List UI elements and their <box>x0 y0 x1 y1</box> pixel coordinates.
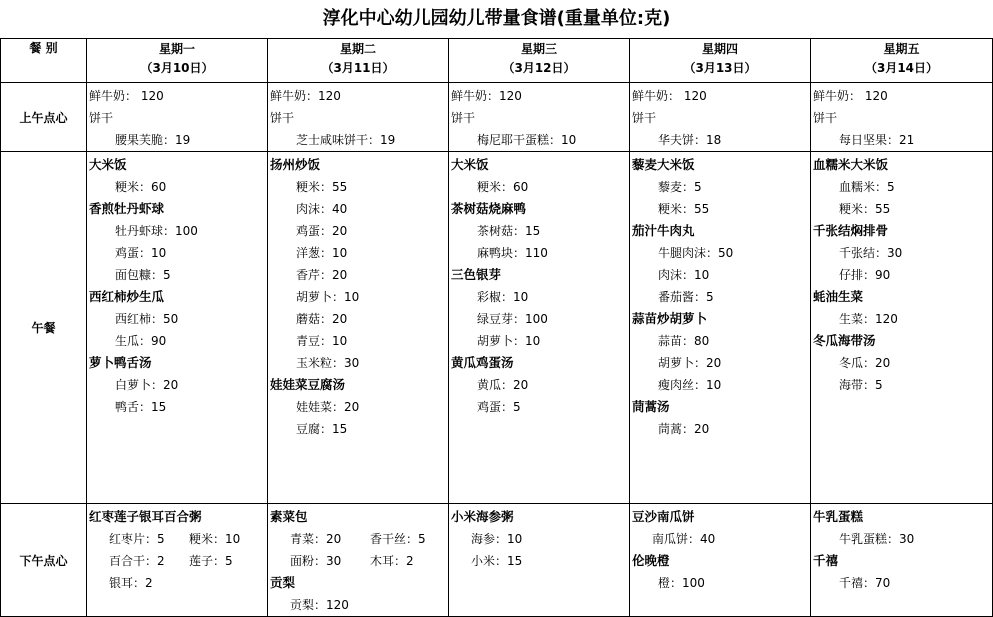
menu-line: 华夫饼：18 <box>658 133 722 147</box>
ingredient: 生瓜：90 <box>115 334 167 348</box>
lunch-cell-fri <box>811 152 993 504</box>
dish-name: 素菜包 <box>270 509 308 524</box>
ingredient: 玉米粒：30 <box>296 356 360 370</box>
ingredient: 鸡蛋：10 <box>115 246 167 260</box>
day-date: （3月12日） <box>502 61 576 75</box>
ingredient: 牛腿肉沫：50 <box>658 246 734 260</box>
ingredient: 肉沫：10 <box>658 268 710 282</box>
dish-name: 伦晚橙 <box>632 553 670 568</box>
ingredient: 绿豆芽：100 <box>477 312 548 326</box>
afternoon-cell-mon <box>87 504 268 617</box>
afternoon-snack-row <box>1 504 993 617</box>
ingredient: 粳米：60 <box>477 180 529 194</box>
dish-name: 小米海参粥 <box>451 509 514 524</box>
menu-line: 鲜牛奶： 120 <box>89 89 164 103</box>
ingredient: 牡丹虾球：100 <box>115 224 198 238</box>
ingredient: 香干丝：5 <box>370 532 426 546</box>
row-label-lunch: 午餐 <box>1 152 87 504</box>
afternoon-cell-tue <box>268 504 449 617</box>
dish-name: 西红柿炒生瓜 <box>89 289 165 304</box>
dish-name: 茄汁牛肉丸 <box>632 223 695 238</box>
afternoon-cell-fri <box>811 504 993 617</box>
menu-line: 饼干 <box>632 111 657 125</box>
day-name: 星期三 <box>520 42 557 56</box>
ingredient: 洋葱：10 <box>296 246 348 260</box>
day-date: （3月13日） <box>683 61 757 75</box>
ingredient: 茼蒿：20 <box>658 422 710 436</box>
ingredient: 青菜：20 <box>290 532 342 546</box>
ingredient: 血糯米：5 <box>839 180 895 194</box>
ingredient: 娃娃菜：20 <box>296 400 360 414</box>
ingredient: 仔排：90 <box>839 268 891 282</box>
dish-name: 大米饭 <box>451 157 489 172</box>
ingredient: 千禧：70 <box>839 576 891 590</box>
header-row <box>1 39 993 83</box>
menu-line: 饼干 <box>89 111 114 125</box>
ingredient: 鸭舌：15 <box>115 400 167 414</box>
menu-line: 鲜牛奶：120 <box>451 89 522 103</box>
ingredient: 百合干：2 <box>109 554 165 568</box>
ingredient: 胡萝卜：10 <box>477 334 541 348</box>
row-label-morning: 上午点心 <box>1 83 87 152</box>
ingredient: 番茄酱：5 <box>658 290 714 304</box>
ingredient: 橙：100 <box>658 576 705 590</box>
ingredient: 南瓜饼：40 <box>652 532 716 546</box>
ingredient: 木耳：2 <box>370 554 414 568</box>
dish-name: 豆沙南瓜饼 <box>632 509 695 524</box>
ingredient: 白萝卜：20 <box>115 378 179 392</box>
dish-name: 香煎牡丹虾球 <box>89 201 165 216</box>
morning-cell-mon <box>87 83 268 152</box>
ingredient: 面包糠：5 <box>115 268 171 282</box>
day-date: （3月14日） <box>864 61 939 75</box>
lunch-cell-mon <box>87 152 268 504</box>
ingredient-pair <box>270 528 448 550</box>
ingredient-pair <box>270 550 448 572</box>
day-date: （3月11日） <box>321 61 395 75</box>
ingredient-pair <box>89 528 267 550</box>
ingredient: 西红柿：50 <box>115 312 179 326</box>
meal-column-header: 餐 别 <box>1 39 87 83</box>
morning-snack-row <box>1 83 993 152</box>
morning-cell-tue <box>268 83 449 152</box>
dish-name: 冬瓜海带汤 <box>813 333 876 348</box>
ingredient: 麻鸭块：110 <box>477 246 548 260</box>
dish-name: 萝卜鸭舌汤 <box>89 355 152 370</box>
dish-name: 大米饭 <box>89 157 127 172</box>
ingredient: 千张结：30 <box>839 246 903 260</box>
afternoon-cell-thu <box>630 504 811 617</box>
dish-name: 蚝油生菜 <box>813 289 864 304</box>
day-header-wed <box>449 39 630 83</box>
ingredient: 胡萝卜：10 <box>296 290 360 304</box>
ingredient: 贡梨：120 <box>290 598 349 612</box>
day-name: 星期二 <box>339 42 376 56</box>
ingredient: 粳米：55 <box>658 202 710 216</box>
afternoon-cell-wed <box>449 504 630 617</box>
ingredient: 瘦肉丝：10 <box>658 378 722 392</box>
ingredient: 鸡蛋：5 <box>477 400 521 414</box>
ingredient: 藜麦：5 <box>658 180 702 194</box>
ingredient: 粳米：60 <box>115 180 167 194</box>
ingredient: 粳米：10 <box>189 532 241 546</box>
ingredient-pair <box>89 550 267 572</box>
ingredient: 鸡蛋：20 <box>296 224 348 238</box>
menu-line: 饼干 <box>813 111 838 125</box>
lunch-cell-wed <box>449 152 630 504</box>
ingredient: 生菜：120 <box>839 312 898 326</box>
menu-line: 饼干 <box>270 111 295 125</box>
lunch-cell-thu <box>630 152 811 504</box>
ingredient: 银耳：2 <box>109 576 153 590</box>
day-header-mon <box>87 39 268 83</box>
ingredient: 蒜苗：80 <box>658 334 710 348</box>
menu-line: 鲜牛奶：120 <box>270 89 341 103</box>
ingredient: 面粉：30 <box>290 554 342 568</box>
dish-name: 千禧 <box>813 553 839 568</box>
menu-line: 饼干 <box>451 111 476 125</box>
dish-name: 茼蒿汤 <box>632 399 670 414</box>
ingredient: 牛乳蛋糕：30 <box>839 532 915 546</box>
ingredient: 黄瓜：20 <box>477 378 529 392</box>
lunch-cell-tue <box>268 152 449 504</box>
morning-cell-fri <box>811 83 993 152</box>
day-header-fri <box>811 39 993 83</box>
ingredient: 莲子：5 <box>189 554 233 568</box>
ingredient: 彩椒：10 <box>477 290 529 304</box>
morning-cell-wed <box>449 83 630 152</box>
dish-name: 红枣莲子银耳百合粥 <box>89 509 202 524</box>
dish-name: 藜麦大米饭 <box>632 157 695 172</box>
dish-name: 血糯米大米饭 <box>813 157 889 172</box>
menu-line: 芝士咸味饼干：19 <box>296 133 396 147</box>
ingredient: 豆腐：15 <box>296 422 348 436</box>
menu-line: 每日坚果：21 <box>839 133 915 147</box>
dish-name: 蒜苗炒胡萝卜 <box>632 311 708 326</box>
dish-name: 千张结焖排骨 <box>813 223 889 238</box>
ingredient: 粳米：55 <box>839 202 891 216</box>
ingredient: 海带：5 <box>839 378 883 392</box>
menu-line: 鲜牛奶： 120 <box>813 89 888 103</box>
menu-table <box>0 38 993 617</box>
lunch-row <box>1 152 993 504</box>
ingredient: 冬瓜：20 <box>839 356 891 370</box>
ingredient: 蘑菇：20 <box>296 312 348 326</box>
ingredient: 小米：15 <box>471 554 523 568</box>
ingredient: 青豆：10 <box>296 334 348 348</box>
day-date: （3月10日） <box>140 61 214 75</box>
menu-line: 腰果芙脆：19 <box>115 133 191 147</box>
day-header-tue <box>268 39 449 83</box>
day-name: 星期四 <box>701 42 738 56</box>
morning-cell-thu <box>630 83 811 152</box>
day-header-thu <box>630 39 811 83</box>
ingredient: 肉沫：40 <box>296 202 348 216</box>
ingredient: 香芹：20 <box>296 268 348 282</box>
day-name: 星期一 <box>158 42 195 56</box>
dish-name: 牛乳蛋糕 <box>813 509 864 524</box>
menu-line: 鲜牛奶： 120 <box>632 89 707 103</box>
dish-name: 三色银芽 <box>451 267 502 282</box>
dish-name: 茶树菇烧麻鸭 <box>451 201 527 216</box>
dish-name: 贡梨 <box>270 575 296 590</box>
page-title: 淳化中心幼儿园幼儿带量食谱(重量单位:克) <box>322 8 671 29</box>
ingredient: 茶树菇：15 <box>477 224 541 238</box>
ingredient: 海参：10 <box>471 532 523 546</box>
ingredient: 胡萝卜：20 <box>658 356 722 370</box>
row-label-afternoon: 下午点心 <box>1 504 87 617</box>
ingredient: 红枣片：5 <box>109 532 165 546</box>
day-name: 星期五 <box>883 42 920 56</box>
ingredient: 粳米：55 <box>296 180 348 194</box>
dish-name: 扬州炒饭 <box>270 157 321 172</box>
menu-line: 梅尼耶干蛋糕：10 <box>477 133 577 147</box>
dish-name: 娃娃菜豆腐汤 <box>270 377 346 392</box>
dish-name: 黄瓜鸡蛋汤 <box>451 355 514 370</box>
